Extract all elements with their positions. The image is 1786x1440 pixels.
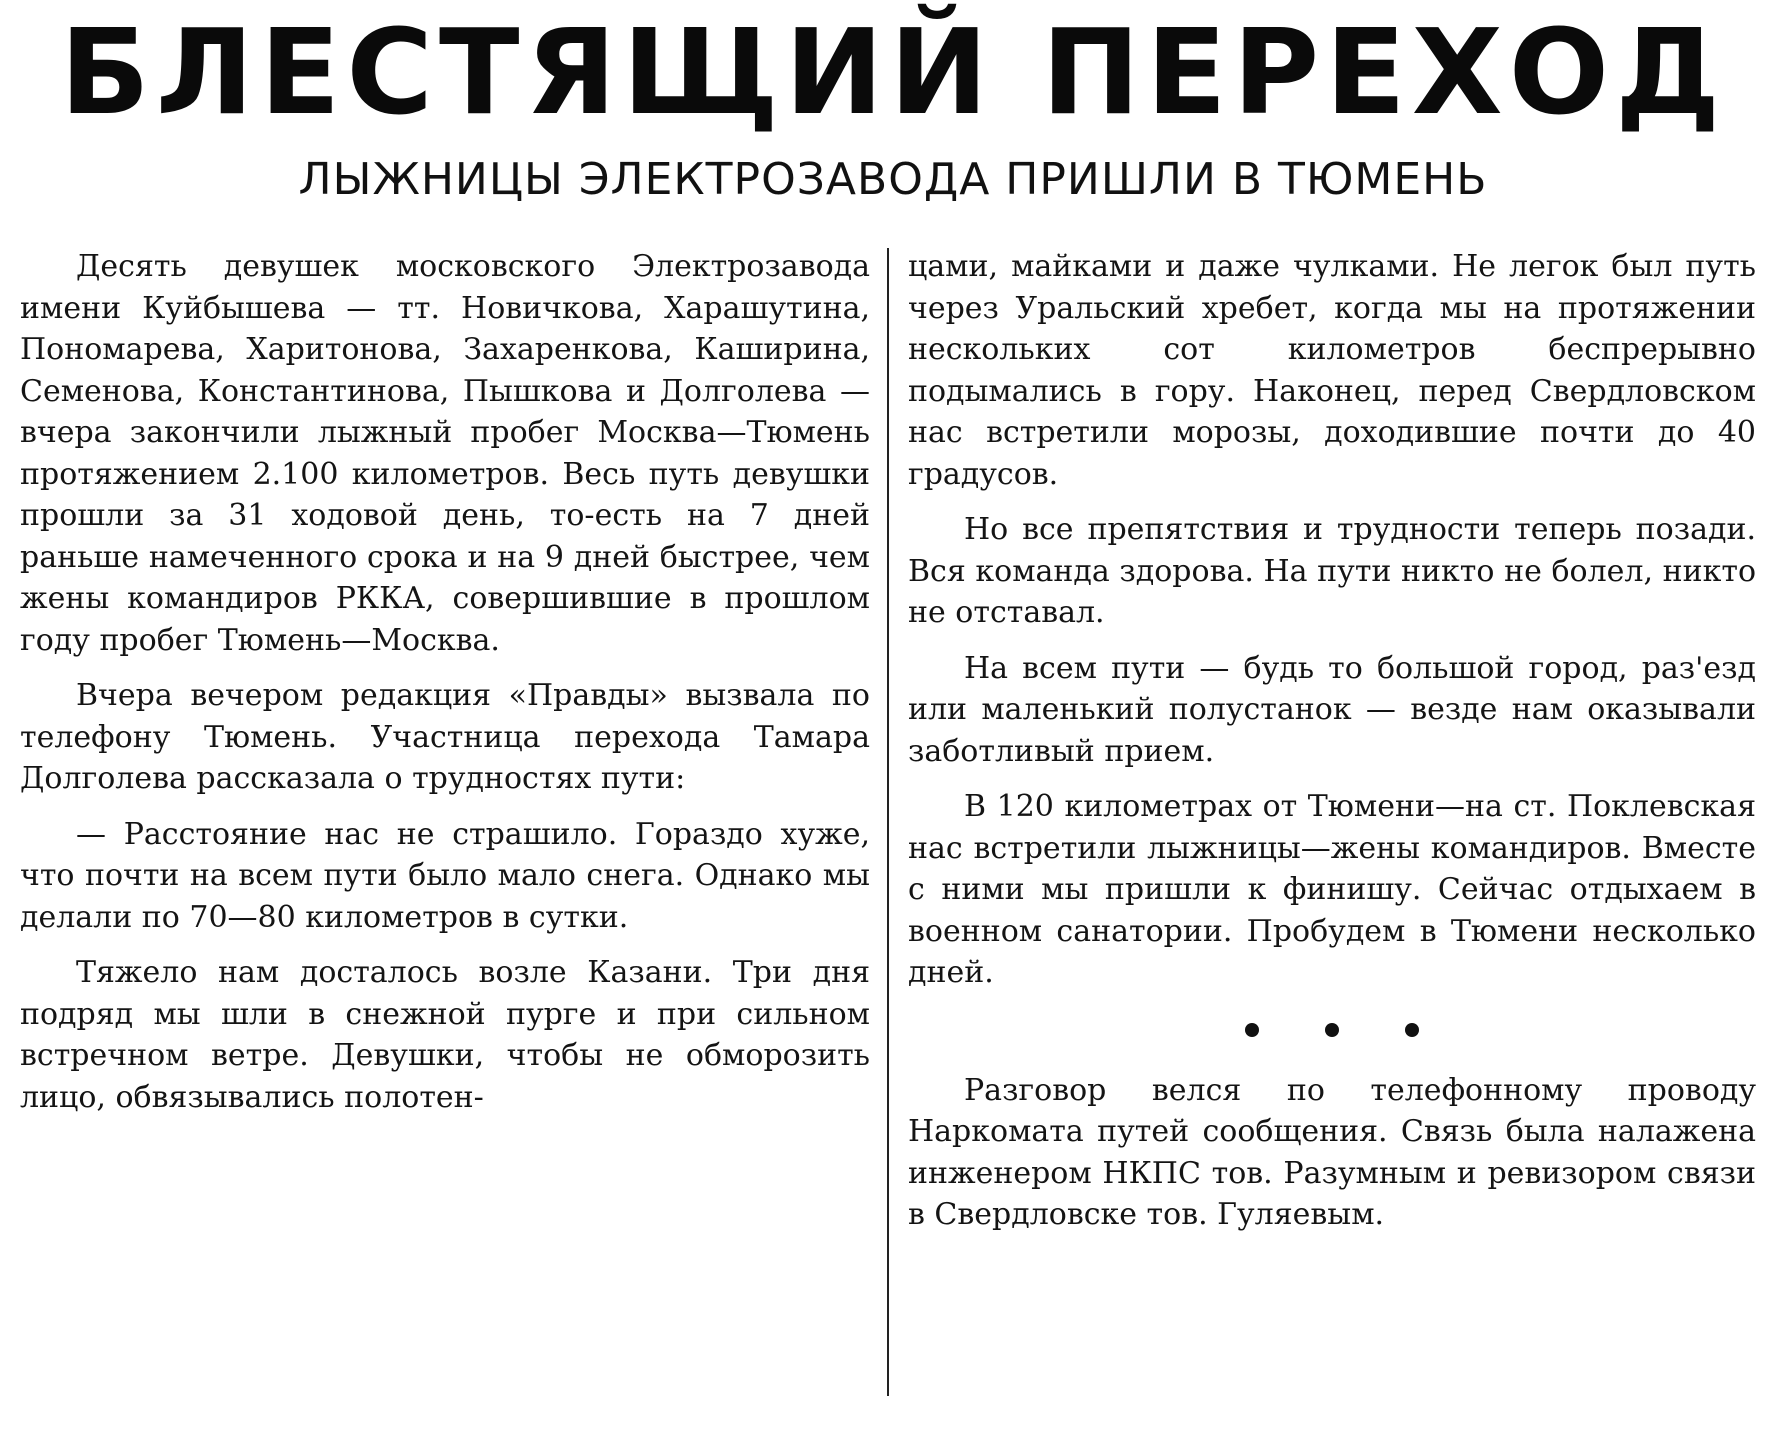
editorial-note: Разговор велся по телефонному проводу Наркомата путей сообщения. Связь была налажена инженером НКПС тов. Разумным и ревизором связи в Свердловске тов. Гуляевым. (908, 1072, 1756, 1232)
section-separator (908, 1008, 1756, 1048)
paragraph-continuation: цами, майками и даже чулками. Не легок был путь через Уральский хребет, когда мы на протяжении нескольких сот километров беспрерывно подымались в гору. Наконец, перед Свердловском нас встретили морозы, доходившие почти до 40 градусов. (908, 249, 1756, 492)
paragraph: Но все препятствия и трудности теперь позади. Вся команда здорова. На пути никто не болел, никто не отставал. (908, 512, 1756, 630)
paragraph: Тяжело нам досталось возле Казани. Три дня подряд мы шли в снежной пурге и при сильном встречном ветре. Девушки, чтобы не обморозить лицо, обвязывались полотен- (20, 955, 870, 1115)
separator-dot (1325, 1023, 1339, 1037)
right-column (908, 246, 1756, 1250)
column-divider (887, 248, 889, 1396)
paragraph: На всем пути — будь то большой город, раз'езд или маленький полустанок — везде нам оказывали заботливый прием. (908, 650, 1756, 769)
separator-dot (1245, 1023, 1259, 1037)
paragraph: Вчера вечером редакция «Правды» вызвала по телефону Тюмень. Участница перехода Тамара Долголева рассказала о трудностях пути: (20, 678, 870, 796)
paragraph: Десять девушек московского Электрозавода имени Куйбышева — тт. Новичкова, Харашутина, Пономарева, Харитонова, Захаренкова, Каширина, Семенова, Константинова, Пышкова и Долголева — вчера закончили лыжный пробег Москва—Тюмень протяжением 2.100 километров. Весь путь девушки прошли за 31 ходовой день, то-есть на 7 дней раньше намеченного срока и на 9 дней быстрее, чем жены командиров РККА, совершившие в прошлом году пробег Тюмень—Москва. (20, 249, 870, 658)
paragraph: — Расстояние нас не страшило. Гораздо хуже, что почти на всем пути было мало снега. Однако мы делали по 70—80 километров в сутки. (20, 816, 870, 935)
headline: БЛЕСТЯЩИЙ ПЕРЕХОД (59, 3, 1727, 141)
separator-dot (1405, 1023, 1419, 1037)
left-column (20, 246, 870, 1132)
paragraph: В 120 километрах от Тюмени—на ст. Поклевская нас встретили лыжницы—жены командиров. Вместе с ними мы пришли к финишу. Сейчас отдыхаем в военном санатории. Пробудем в Тюмени несколько дней. (908, 789, 1756, 990)
subheadline: ЛЫЖНИЦЫ ЭЛЕКТРОЗАВОДА ПРИШЛИ В ТЮМЕНЬ (298, 154, 1488, 205)
